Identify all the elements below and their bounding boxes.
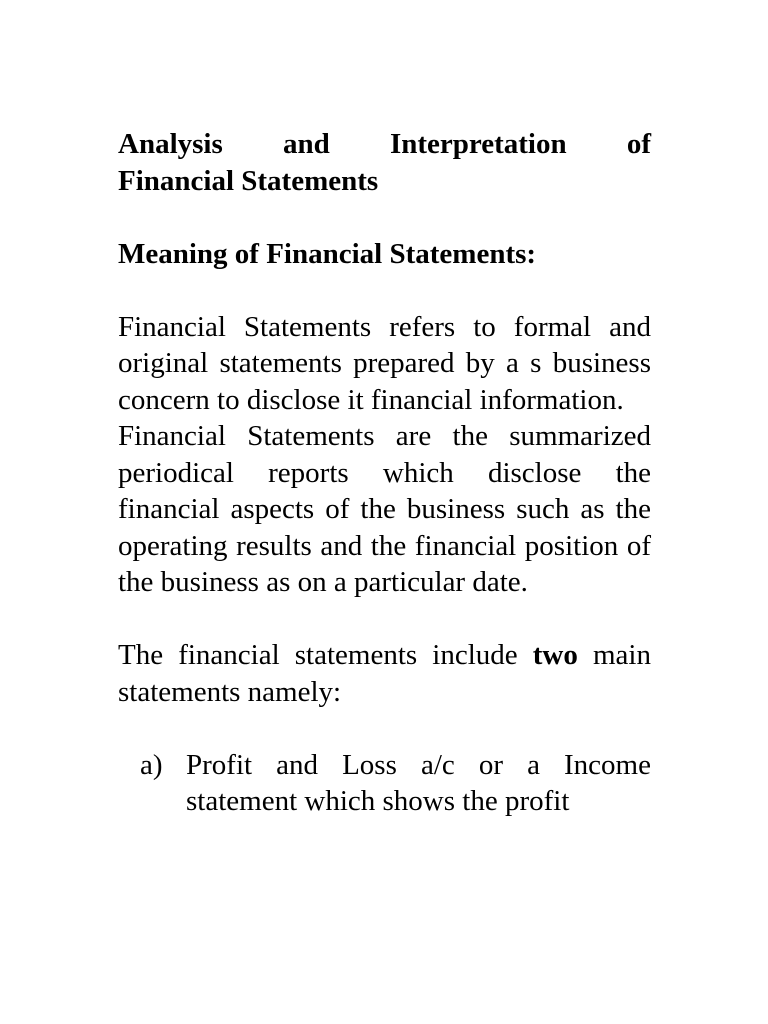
paragraph-summary: Financial Statements are the summarized periodical reports which disclose the financial aspects of the business such as the operating results and the financial position of the business as on a particular date.	[118, 420, 651, 598]
statements-list	[118, 747, 651, 820]
list-item-marker: a)	[140, 748, 163, 781]
paragraph-main-statements-text-2: main statements namely:	[118, 639, 651, 708]
list-item	[118, 747, 651, 820]
section-heading: Meaning of Financial Statements:	[118, 237, 537, 270]
paragraph-main-statements	[118, 637, 651, 710]
paragraph-main-statements-text-1: The financial statements include	[118, 639, 533, 671]
document-body	[118, 126, 651, 820]
document-title-line-1: Analysis and Interpretation of	[118, 128, 651, 160]
document-title	[118, 126, 651, 199]
list-item-text: Profit and Loss a/c or a Income statement which shows the profit	[186, 748, 651, 817]
document-title-line-2: Financial Statements	[118, 164, 379, 197]
paragraph-definition: Financial Statements refers to formal and original statements prepared by a s business concern to disclose it financial information.	[118, 310, 651, 416]
paragraph-main-statements-bold: two	[532, 639, 578, 671]
